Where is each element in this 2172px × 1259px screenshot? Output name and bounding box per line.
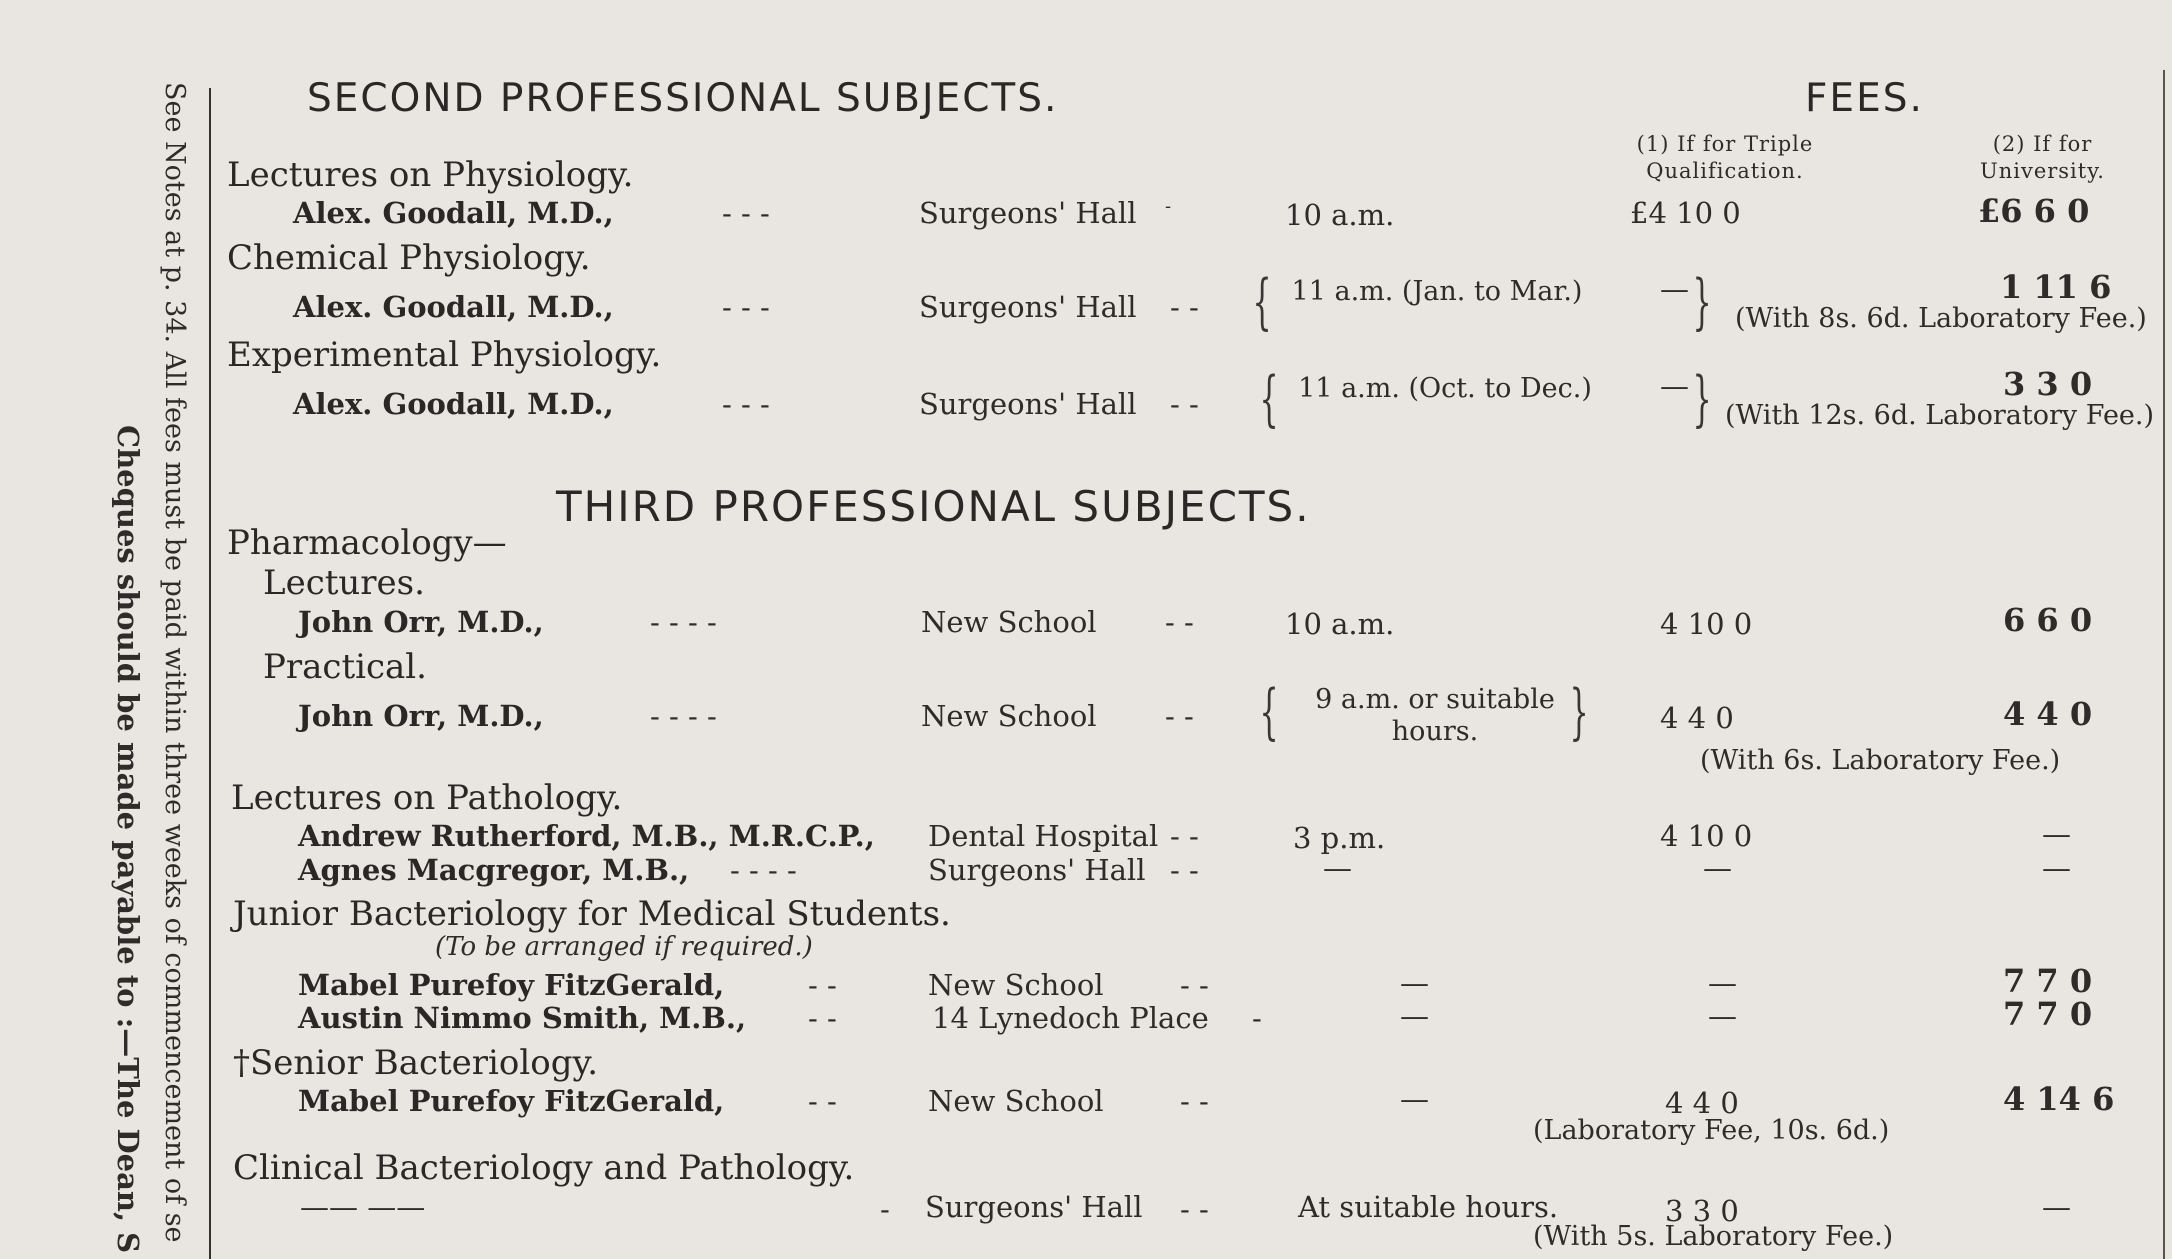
left-brace: { [1259, 677, 1279, 747]
leader-dashes: - - [1180, 1084, 1209, 1118]
lab-fee-note: (Laboratory Fee, 10s. 6d.) [1533, 1115, 1890, 1146]
place: Dental Hospital [928, 819, 1159, 853]
right-brace: } [1692, 364, 1712, 434]
subject-pharmacology-lectures: Lectures. [263, 563, 425, 603]
fee-triple: 4 10 0 [1660, 819, 1753, 853]
leader-dashes: - - [1180, 968, 1209, 1002]
leader-dashes: - - [808, 968, 837, 1002]
lecturer: John Orr, M.D., [298, 605, 544, 639]
fee-university: 4 4 0 [2003, 695, 2093, 733]
fee-triple: 4 10 0 [1660, 607, 1753, 641]
leader-dashes: - - [1165, 699, 1194, 733]
leader-dashes: - - [1170, 387, 1199, 421]
place: New School [921, 699, 1097, 733]
time: 9 a.m. or suitable hours. [1315, 684, 1555, 747]
fee-university: — [2042, 817, 2071, 851]
fee-university: 6 6 0 [2003, 601, 2093, 639]
heading-third-professional: THIRD PROFESSIONAL SUBJECTS. [556, 482, 1311, 531]
time: At suitable hours. [1298, 1190, 1559, 1224]
fee-university: 7 7 0 [2003, 962, 2093, 1000]
fee-column-triple: (1) If for Triple Qualification. [1636, 132, 1814, 183]
lecturer: —— —— [300, 1190, 426, 1224]
place: Surgeons' Hall [919, 387, 1137, 421]
lecturer: Andrew Rutherford, M.B., M.R.C.P., [298, 819, 875, 853]
heading-second-professional: SECOND PROFESSIONAL SUBJECTS. [307, 76, 1059, 121]
right-brace: } [1692, 267, 1712, 337]
subject-experimental-physiology: Experimental Physiology. [227, 335, 662, 375]
margin-note-fees: See Notes at p. 34. All fees must be paid within three weeks of commencement of se [159, 82, 190, 1243]
lecturer: Alex. Goodall, M.D., [293, 196, 614, 230]
fee-triple: — [1660, 369, 1689, 403]
lecturer: Agnes Macgregor, M.B., [298, 853, 690, 887]
subject-senior-bacteriology: †Senior Bacteriology. [233, 1043, 599, 1083]
subject-clinical-bacteriology: Clinical Bacteriology and Pathology. [233, 1148, 855, 1188]
subject-junior-bacteriology: Junior Bacteriology for Medical Students. [233, 894, 951, 934]
lab-fee-note: (With 6s. Laboratory Fee.) [1700, 745, 2061, 776]
leader-dashes: - - [1170, 290, 1199, 324]
leader-dashes: - - - [722, 387, 770, 421]
right-rule [2163, 70, 2165, 1259]
leader-dashes: - [880, 1192, 890, 1226]
leader-dashes: - [1165, 196, 1172, 217]
time: 10 a.m. [1285, 607, 1395, 641]
subject-pharmacology-practical: Practical. [263, 647, 427, 687]
subject-pathology: Lectures on Pathology. [231, 778, 623, 818]
fee-university: — [2042, 851, 2071, 885]
fee-triple: — [1708, 966, 1737, 1000]
lecturer: Alex. Goodall, M.D., [293, 290, 614, 324]
leader-dashes: - - [1165, 605, 1194, 639]
leader-dashes: - - - [722, 196, 770, 230]
fee-university: 4 14 6 [2003, 1080, 2115, 1118]
leader-dashes: - [1252, 1001, 1262, 1035]
fee-university: 3 3 0 [2003, 365, 2093, 403]
time: — [1400, 966, 1429, 1000]
leader-dashes: - - - [722, 290, 770, 324]
fee-triple: — [1660, 272, 1689, 306]
leader-dashes: - - [1170, 819, 1199, 853]
leader-dashes: - - - - [730, 853, 797, 887]
time: — [1400, 999, 1429, 1033]
place: New School [928, 1084, 1104, 1118]
margin-note-cheques: Cheques should be made payable to :—The Dean, S [111, 425, 145, 1254]
fee-triple: £4 10 0 [1630, 196, 1741, 230]
place: 14 Lynedoch Place [932, 1001, 1209, 1035]
leader-dashes: - - - - [650, 605, 717, 639]
left-brace: { [1259, 364, 1279, 434]
leader-dashes: - - [808, 1001, 837, 1035]
fee-university: — [2042, 1190, 2071, 1224]
subject-pharmacology: Pharmacology— [227, 523, 507, 563]
lab-fee-note: (With 12s. 6d. Laboratory Fee.) [1725, 400, 2155, 431]
fee-university: £6 6 0 [1978, 192, 2090, 230]
lab-fee-note: (With 8s. 6d. Laboratory Fee.) [1735, 303, 2147, 334]
place: Surgeons' Hall [928, 853, 1146, 887]
margin-rule [209, 88, 211, 1259]
place: Surgeons' Hall [919, 196, 1137, 230]
fee-triple: — [1708, 999, 1737, 1033]
time: 11 a.m. (Oct. to Dec.) [1298, 373, 1592, 404]
lecturer: John Orr, M.D., [298, 699, 544, 733]
lab-fee-note: (With 5s. Laboratory Fee.) [1533, 1221, 1894, 1252]
fee-column-university: (2) If for University. [1980, 132, 2105, 183]
lecturer: Mabel Purefoy FitzGerald, [298, 1084, 725, 1118]
fee-university: 7 7 0 [2003, 995, 2093, 1033]
lecturer: Alex. Goodall, M.D., [293, 387, 614, 421]
time: 3 p.m. [1293, 821, 1386, 855]
time: — [1323, 851, 1352, 885]
arranged-note: (To be arranged if required.) [435, 932, 813, 962]
time: 11 a.m. (Jan. to Mar.) [1291, 276, 1583, 307]
subject-physiology: Lectures on Physiology. [227, 155, 634, 195]
place: New School [928, 968, 1104, 1002]
place: Surgeons' Hall [925, 1190, 1143, 1224]
time: — [1400, 1082, 1429, 1116]
lecturer: Mabel Purefoy FitzGerald, [298, 968, 725, 1002]
fee-triple: 4 4 0 [1660, 701, 1734, 735]
leader-dashes: - - [808, 1084, 837, 1118]
leader-dashes: - - [1170, 853, 1199, 887]
place: Surgeons' Hall [919, 290, 1137, 324]
right-brace: } [1569, 677, 1589, 747]
place: New School [921, 605, 1097, 639]
leader-dashes: - - - - [650, 699, 717, 733]
leader-dashes: - - [1180, 1192, 1209, 1226]
fee-triple: — [1703, 851, 1732, 885]
fee-triple: 4 4 0 [1665, 1086, 1739, 1120]
heading-fees: FEES. [1805, 76, 1924, 121]
fee-triple: 3 3 0 [1665, 1194, 1739, 1228]
fee-university: 1 11 6 [2000, 268, 2112, 306]
subject-chemical-physiology: Chemical Physiology. [227, 238, 591, 278]
left-brace: { [1252, 267, 1272, 337]
lecturer: Austin Nimmo Smith, M.B., [298, 1001, 747, 1035]
time: 10 a.m. [1285, 198, 1395, 232]
